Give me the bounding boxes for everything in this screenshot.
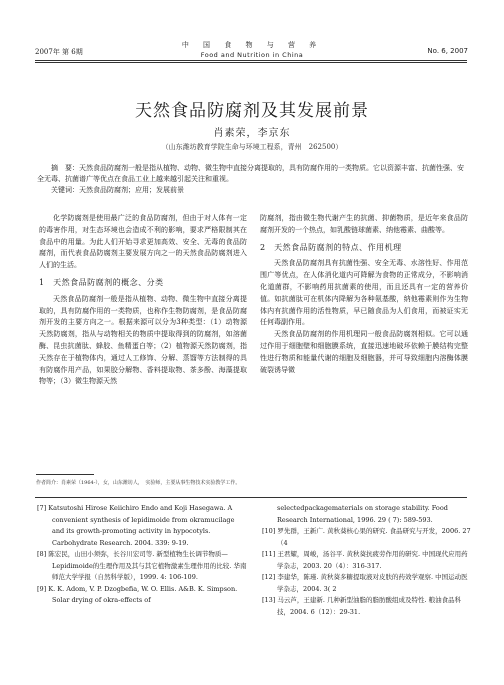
journal-name-en: Food and Nutrition in China [200, 51, 304, 59]
references-rule [35, 497, 467, 498]
reference-item: selectedpackagematerials on storage stability. Food Research International, 1996. 29 ( 7): 589-593. [277, 504, 448, 524]
author-footnote: 作者简介：肖素荣（1964-），女，山东潍坊人， 实验师，主要从事生物技术实验教学工作。 [36, 480, 241, 486]
reference-item: [13] 马云芦，王建新. 几种新型油脂的脂肪酸组成及特性. 粮油食品科技，2004. 6（12）：29-31. [262, 596, 462, 616]
reference-item: [7] Katsutoshi Hirose Keiichiro Endo and Koji Hasegawa. A convenient synthesis of lepidimoide from okramucilage and its growth-promoting activity in hypocotyls. Carbohydrate Research. 2004. 339: 9-19. [37, 504, 235, 547]
reference-item: [10] 罗先群，王新广. 黄秋葵核心果的研究. 食品研究与开发，2006. 27（4 [262, 527, 471, 547]
header-rule-thick [35, 60, 467, 61]
issue-label-en: No. 6, 2007 [427, 47, 468, 55]
body-column-right [260, 213, 468, 376]
section-heading-1: 1 天然食品防腐剂的概念、分类 [39, 277, 164, 287]
intro-paragraph: 化学防腐剂是使用最广泛的食品防腐剂，但由于对人体有一定的毒害作用，对生态环境也会造成不利的影响，要求严格限制其在食品中的用量。为此人们开始寻求更加高效、安全、无毒的食品防腐剂，而代表食品防腐剂主要发展方向之一的天然食品防腐剂进入人们的生活。 [39, 214, 247, 270]
references-column-left [37, 503, 247, 607]
reference-item: [8] 陈宏民，山田小须弥，长谷川宏司等. 新型植物生长调节物质—Lepidimoide的生理作用及其与其它植物激素生理作用的比较. 华南师范大学学报（自然科学版），1999. 4: 106-109. [37, 550, 247, 581]
journal-name-cn: 中 国 食 物 与 营 养 [181, 41, 323, 49]
reference-item: [11] 王君耀，周峻，汤谷平. 黄秋葵抗疲劳作用的研究. 中国现代应用药学杂志，2003. 20（4）：316-317. [262, 550, 468, 570]
section2-paragraph-2: 天然食品防腐剂的作用机理同一般食品防腐剂相似。它可以通过作用于细胞壁和细胞膜系统，直接迅速地破坏依赖于膜结构完整性进行物质和能量代谢的细胞及细胞器，并可导致细胞内溶酶体膜破裂诱导微 [260, 330, 468, 374]
header-rule-thin [35, 62, 467, 63]
abstract: 摘 要：天然食品防腐剂一般是指从植物、动物、微生物中直接分离提取的，具有防腐作用的一类物质。它以资源丰富、抗菌性强、安全无毒、抗菌谱广等优点在食品工业上越来越引起关注和重视。 [37, 164, 464, 183]
references-column-right [262, 503, 472, 618]
section-heading-2: 2 天然食品防腐剂的特点、作用机理 [260, 242, 402, 252]
reference-item: [9] K. K. Adom, V. P. Dzogbefia, W. O. Ellis. A&B. K. Simpson. Solar drying of okra-effects of [37, 584, 238, 604]
section1-paragraph: 天然食品防腐剂一般是指从植物、动物、微生物中直接分离提取的，具有防腐作用的一类物质，也称作生物防腐剂，是食品防腐剂开发的主要方向之一。根据来源可以分为3种类型：（1）动物源天然防腐剂，指从与动物相关的物质中提取得到的防腐剂，如溶菌酶、昆虫抗菌肽、蜂胶、鱼精蛋白等；（2）植物源天然防腐剂，指天然存在于植物体内，通过人工修饰、分解、蒸馏等方法制得的具有防腐作用产品，如果胶分解物、香料提取物、茶多酚、海藻提取物等；（3）微生物源天然 [39, 294, 247, 386]
continued-paragraph: 防腐剂，指由微生物代谢产生的抗菌、抑菌物质，是近年来食品防腐剂开发的一个热点，如乳酸链球菌素、纳他霉素、曲酸等。 [260, 214, 468, 234]
author-affiliation: （山东潍坊教育学院生命与环境工程系，青州 262500） [161, 143, 343, 151]
reference-item: [12] 李建华，陈瑾. 黄秋葵多糖提取液对皮肤的药效学观察. 中国运动医学杂志，2004. 3( 2 [262, 573, 468, 593]
article-title: 天然食品防腐剂及其发展前景 [135, 101, 369, 121]
footnote-rule [36, 474, 94, 475]
section2-paragraph-1: 天然食品防腐剂具有抗菌性强、安全无毒、水溶性好、作用范围广等优点，在人体消化道内可降解为食物的正常成分，不影响消化道菌群，不影响药用抗菌素的使用，而且还具有一定的营养价值。如抗菌肽可在机体内降解为各种氨基酸，纳他霉素则作为生物体内有抗菌作用的活性物质，早已随食品为人们食用，而被证实无任何毒副作用。 [260, 259, 468, 327]
issue-label-cn: 2007年 第 6期 [35, 48, 83, 56]
body-column-left [39, 213, 247, 388]
keywords: 关键词：天然食品防腐剂；应用；发展前景 [51, 186, 184, 194]
article-authors: 肖素荣，李京东 [213, 128, 291, 139]
